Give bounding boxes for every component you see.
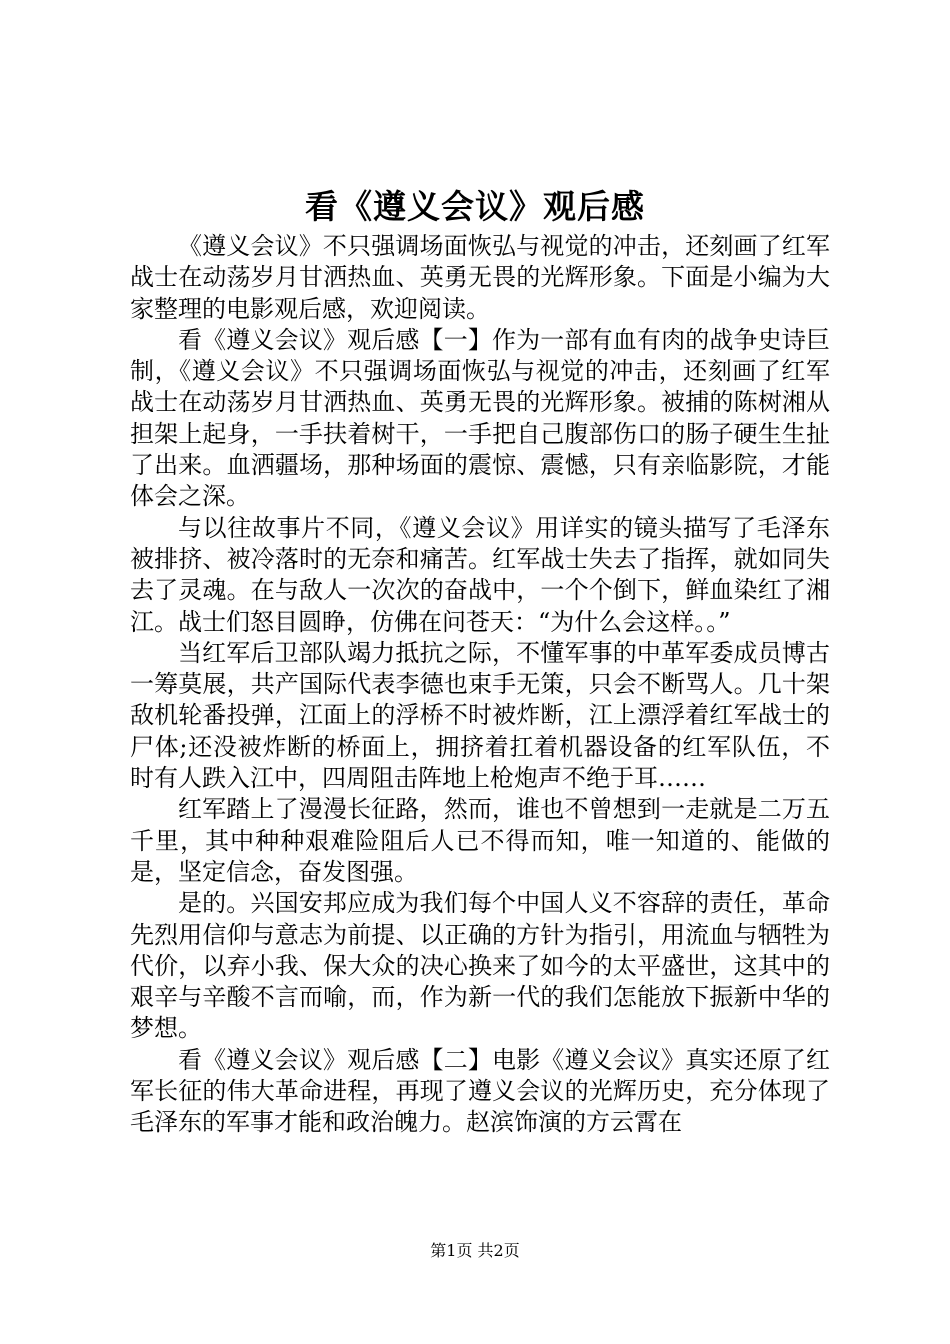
- paragraph: 看《遵义会议》观后感【一】作为一部有血有肉的战争史诗巨制，《遵义会议》不只强调场面恢弘与视觉的冲击，还刻画了红军战士在动荡岁月甘洒热血、英勇无畏的光辉形象。被捕的陈树湘从担架上起身，一手扶着树干，一手把自己腹部伤口的肠子硬生生扯了出来。血洒疆场，那种场面的震惊、震憾，只有亲临影院，才能体会之深。: [130, 325, 830, 511]
- paragraph: 当红军后卫部队竭力抵抗之际，不懂军事的中革军委成员博古一筹莫展，共产国际代表李德也束手无策，只会不断骂人。几十架敌机轮番投弹，江面上的浮桥不时被炸断，江上漂浮着红军战士的尸体;还没被炸断的桥面上，拥挤着扛着机器设备的红军队伍，不时有人跌入江中，四周阻击阵地上枪炮声不绝于耳……: [130, 638, 830, 793]
- paragraph: 看《遵义会议》观后感【二】电影《遵义会议》真实还原了红军长征的伟大革命进程，再现了遵义会议的光辉历史，充分体现了毛泽东的军事才能和政治魄力。赵滨饰演的方云霄在: [130, 1045, 830, 1137]
- document-body: [130, 231, 830, 1139]
- paragraph: 是的。兴国安邦应成为我们每个中国人义不容辞的责任，革命先烈用信仰与意志为前提、以正确的方针为指引，用流血与牺牲为代价，以弃小我、保大众的决心换来了如今的太平盛世，这其中的艰辛与辛酸不言而喻，而，作为新一代的我们怎能放下振新中华的梦想。: [130, 889, 830, 1043]
- paragraph: 与以往故事片不同，《遵义会议》用详实的镜头描写了毛泽东被排挤、被冷落时的无奈和痛苦。红军战士失去了指挥，就如同失去了灵魂。在与敌人一次次的奋战中，一个个倒下，鲜血染红了湘江。战士们怒目圆睁，仿佛在问苍天：“为什么会这样。。”: [130, 513, 830, 636]
- page-footer: 第1页 共2页: [430, 1241, 520, 1260]
- paragraph: 红军踏上了漫漫长征路，然而，谁也不曾想到一走就是二万五千里，其中种种艰难险阻后人已不得而知，唯一知道的、能做的是，坚定信念，奋发图强。: [130, 795, 830, 886]
- document-title: 看《遵义会议》观后感: [305, 187, 645, 226]
- paragraph: 《遵义会议》不只强调场面恢弘与视觉的冲击，还刻画了红军战士在动荡岁月甘洒热血、英勇无畏的光辉形象。下面是小编为大家整理的电影观后感，欢迎阅读。: [130, 232, 830, 323]
